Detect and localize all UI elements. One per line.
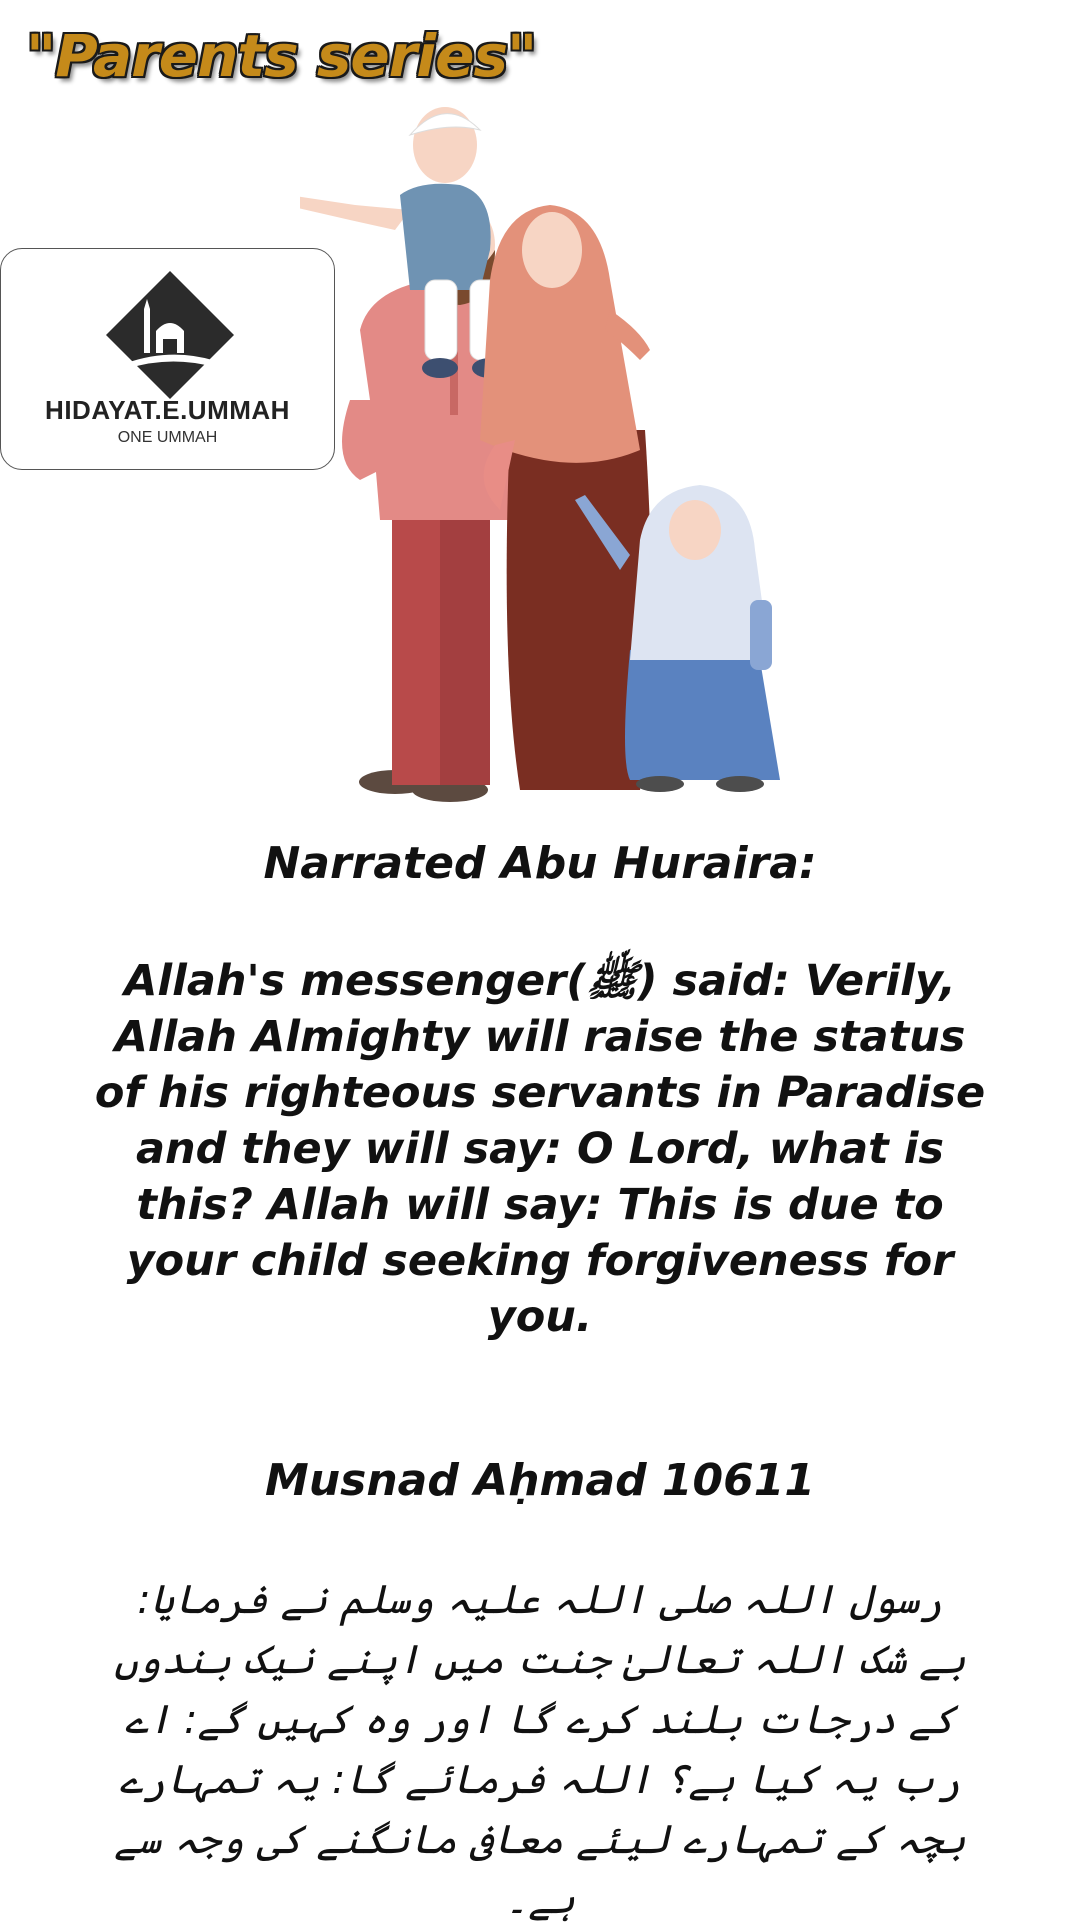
- series-title: "Parents series": [26, 22, 537, 90]
- logo-tagline: ONE UMMAH: [117, 429, 218, 446]
- hadith-text-english: Allah's messenger(ﷺ) said: Verily, Allah Almighty will raise the status of his righteous servants in Paradise and they will say: O Lord, what is this? Allah will say: This is due to your child seeking forgiveness for you.: [94, 956, 986, 1342]
- hadith-text-urdu: رسول اللہ صلی اللہ علیہ وسلم نے فرمایا: بے شک اللہ تعالیٰ جنت میں اپنے نیک بندوں کے درجات بلند کرے گا اور وہ کہیں گے: اے رب یہ کیا ہے؟ اللہ فرمائے گا: یہ تمہارے بچہ کے تمہارے لیئے معافی مانگنے کی وجہ سے ہے۔: [114, 1577, 966, 1923]
- family-illustration: [300, 100, 920, 820]
- logo-card: [0, 248, 335, 470]
- logo-name: HIDAYAT.E.UMMAH: [45, 395, 290, 425]
- hadith-narrator: Narrated Abu Huraira:: [263, 838, 817, 889]
- mosque-diamond-icon: [104, 269, 236, 401]
- hadith-reference: Musnad Aḥmad 10611: [265, 1455, 815, 1506]
